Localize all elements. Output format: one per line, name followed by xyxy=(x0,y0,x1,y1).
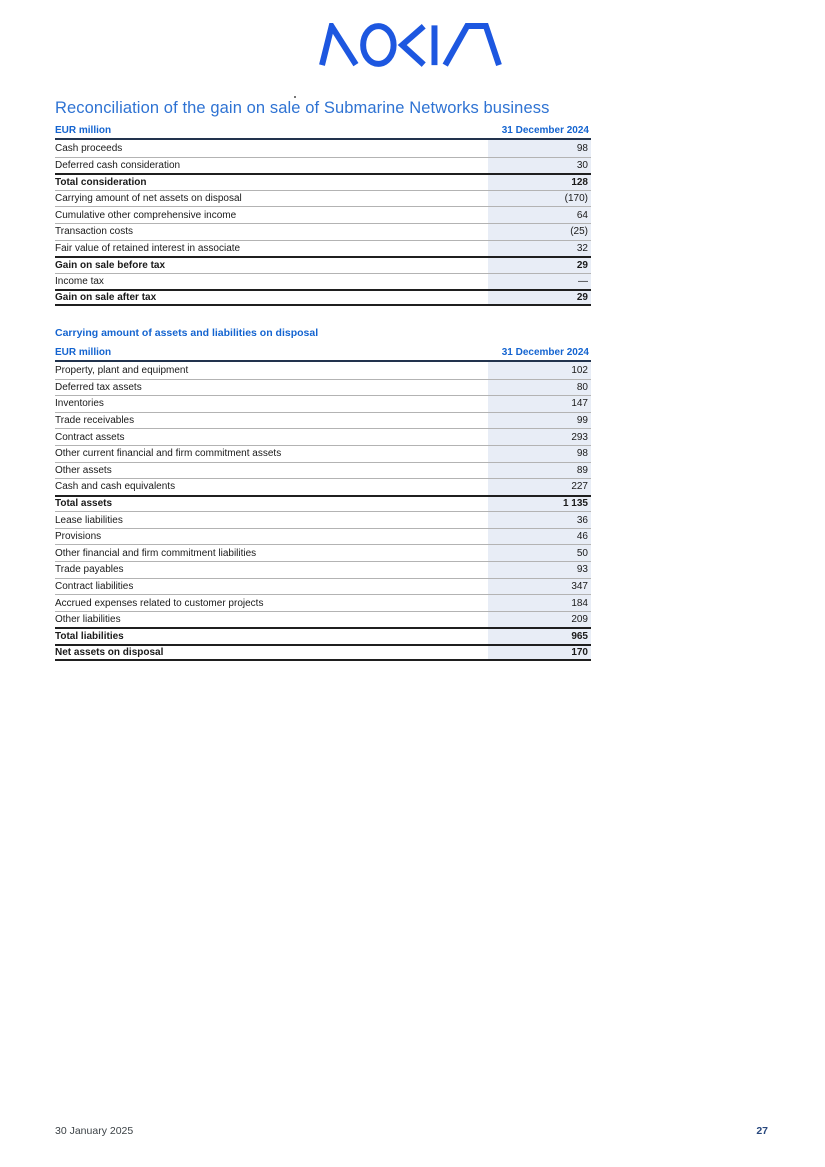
table-row xyxy=(55,511,591,528)
table-row xyxy=(55,528,591,545)
table-row xyxy=(55,223,591,240)
row-value: 80 xyxy=(488,380,591,396)
table-row xyxy=(55,157,591,174)
row-value: 89 xyxy=(488,463,591,479)
table-row xyxy=(55,256,591,273)
table-rows xyxy=(55,140,591,306)
table-header-unit: EUR million xyxy=(55,346,112,358)
reconciliation-table xyxy=(55,124,591,306)
row-label: Accrued expenses related to customer projects xyxy=(55,597,264,609)
row-label: Total liabilities xyxy=(55,631,124,643)
table-header-row xyxy=(55,124,591,140)
row-label: Cumulative other comprehensive income xyxy=(55,209,237,221)
row-label: Cash and cash equivalents xyxy=(55,481,176,493)
row-label: Contract assets xyxy=(55,431,125,443)
table-row xyxy=(55,240,591,257)
table-row xyxy=(55,445,591,462)
table-row xyxy=(55,140,591,157)
row-value: 170 xyxy=(488,646,591,659)
row-value: 128 xyxy=(488,175,591,190)
table-row xyxy=(55,478,591,495)
row-label: Other assets xyxy=(55,464,112,476)
row-label: Gain on sale after tax xyxy=(55,292,157,304)
row-label: Other financial and firm commitment liabilities xyxy=(55,547,257,559)
row-value: 184 xyxy=(488,595,591,611)
row-label: Income tax xyxy=(55,276,104,288)
row-label: Gain on sale before tax xyxy=(55,259,166,271)
row-value: 29 xyxy=(488,258,591,273)
row-label: Total assets xyxy=(55,498,113,510)
row-label: Trade receivables xyxy=(55,415,135,427)
row-label: Lease liabilities xyxy=(55,514,123,526)
row-value: 64 xyxy=(488,207,591,223)
table-row xyxy=(55,462,591,479)
row-value: 1 135 xyxy=(488,497,591,512)
page-title: Reconciliation of the gain on sale of Submarine Networks business xyxy=(55,99,550,117)
row-value: 347 xyxy=(488,579,591,595)
row-value: 93 xyxy=(488,562,591,578)
row-label: Net assets on disposal xyxy=(55,646,164,658)
table-row xyxy=(55,495,591,512)
row-value: 29 xyxy=(488,291,591,304)
row-value: 50 xyxy=(488,545,591,561)
table-row xyxy=(55,561,591,578)
table-header-row xyxy=(55,346,591,362)
row-label: Inventories xyxy=(55,398,104,410)
section-heading-carrying-amount: Carrying amount of assets and liabilities on disposal xyxy=(55,326,319,339)
table-row xyxy=(55,594,591,611)
table-row xyxy=(55,627,591,644)
table-row xyxy=(55,289,591,306)
row-label: Property, plant and equipment xyxy=(55,364,189,376)
row-value: 98 xyxy=(488,140,591,157)
row-label: Other liabilities xyxy=(55,614,121,626)
row-label: Deferred tax assets xyxy=(55,381,142,393)
page-header xyxy=(0,23,825,72)
row-label: Fair value of retained interest in associate xyxy=(55,242,241,254)
row-value: 30 xyxy=(488,158,591,174)
table-row xyxy=(55,206,591,223)
row-value: 99 xyxy=(488,413,591,429)
main-content xyxy=(55,99,591,661)
table-header-date: 31 December 2024 xyxy=(501,346,589,358)
row-label: Total consideration xyxy=(55,176,147,188)
assets-liabilities-table xyxy=(55,346,591,661)
table-row xyxy=(55,611,591,628)
table-row xyxy=(55,544,591,561)
table-row xyxy=(55,578,591,595)
row-label: Cash proceeds xyxy=(55,142,123,154)
table-rows xyxy=(55,362,591,661)
row-value: 102 xyxy=(488,362,591,379)
row-label: Other current financial and firm commitment assets xyxy=(55,448,282,460)
table-row xyxy=(55,428,591,445)
row-value: 147 xyxy=(488,396,591,412)
table-header-date: 31 December 2024 xyxy=(501,125,589,136)
artifact-dot xyxy=(294,96,296,98)
table-header-unit: EUR million xyxy=(55,125,112,136)
table-row xyxy=(55,173,591,190)
row-value: 36 xyxy=(488,512,591,528)
table-row xyxy=(55,412,591,429)
row-value: 209 xyxy=(488,612,591,628)
row-value: 32 xyxy=(488,241,591,257)
table-row xyxy=(55,190,591,207)
table-row xyxy=(55,362,591,379)
table-row xyxy=(55,644,591,661)
row-label: Contract liabilities xyxy=(55,580,134,592)
row-label: Trade payables xyxy=(55,564,124,576)
row-label: Deferred cash consideration xyxy=(55,159,181,171)
row-value: 227 xyxy=(488,479,591,495)
row-value: 293 xyxy=(488,429,591,445)
row-value: 46 xyxy=(488,529,591,545)
table-row xyxy=(55,379,591,396)
table-row xyxy=(55,395,591,412)
row-value: — xyxy=(488,274,591,290)
nokia-logo-icon xyxy=(319,23,506,72)
page-footer xyxy=(55,1125,768,1137)
row-label: Carrying amount of net assets on disposal xyxy=(55,193,242,205)
page-number: 27 xyxy=(756,1125,768,1137)
row-value: 965 xyxy=(488,629,591,644)
table-row xyxy=(55,273,591,290)
row-label: Transaction costs xyxy=(55,226,133,238)
row-label: Provisions xyxy=(55,531,102,543)
row-value: (170) xyxy=(488,191,591,207)
footer-date: 30 January 2025 xyxy=(55,1125,134,1137)
row-value: 98 xyxy=(488,446,591,462)
row-value: (25) xyxy=(488,224,591,240)
